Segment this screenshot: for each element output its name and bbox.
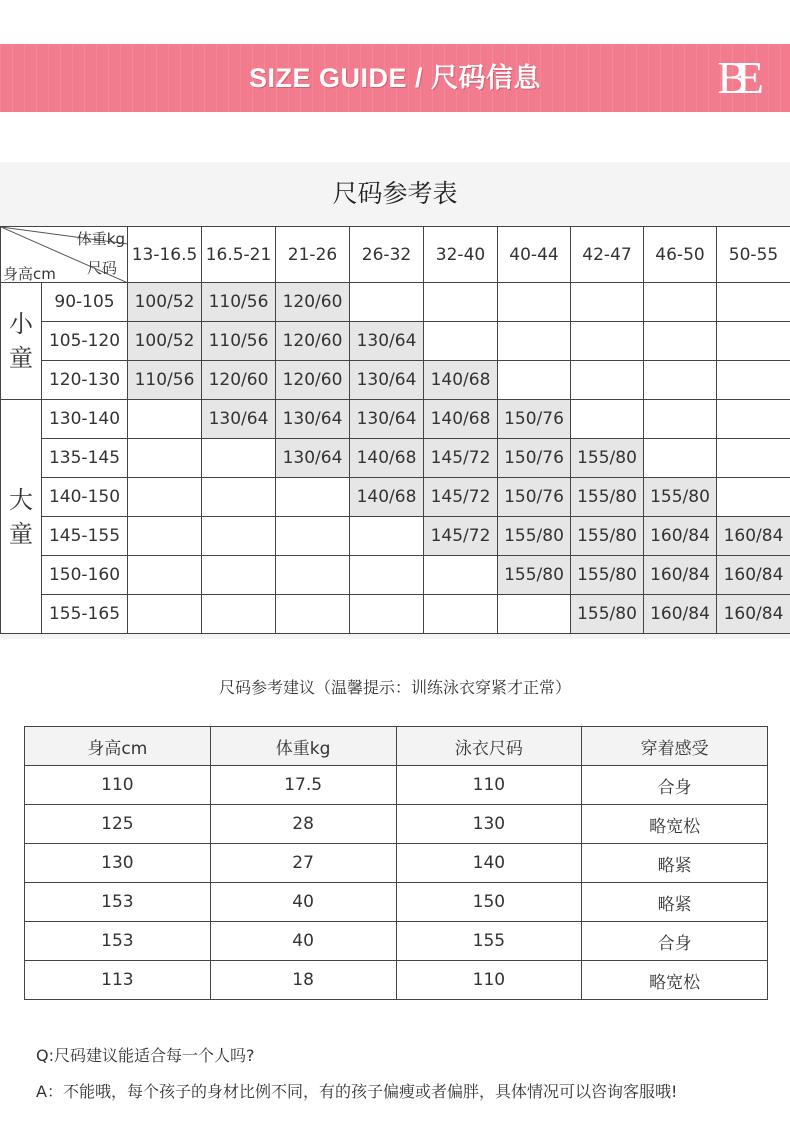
size-cell: [202, 517, 276, 556]
header-banner: [0, 44, 790, 112]
suggestion-cell: 27: [210, 844, 396, 883]
suggestion-cell: 153: [25, 883, 211, 922]
size-reference-section: [0, 162, 790, 639]
size-cell: [571, 400, 644, 439]
group-label-char: 童: [9, 344, 33, 372]
corner-weight-label: 体重kg: [76, 230, 125, 248]
table-row: [1, 283, 790, 322]
size-cell: [202, 595, 276, 634]
size-cell: [202, 556, 276, 595]
size-cell: [350, 283, 424, 322]
weight-range-header: 46-50: [644, 227, 717, 283]
suggestion-header-cell: 身高cm: [25, 727, 211, 766]
height-range-cell: 90-105: [42, 283, 128, 322]
size-cell: [128, 400, 202, 439]
table-row: [1, 517, 790, 556]
size-cell: 155/80: [571, 595, 644, 634]
suggestion-cell: 18: [210, 961, 396, 1000]
size-cell: 130/64: [350, 322, 424, 361]
suggestion-cell: 110: [396, 766, 582, 805]
size-cell: 160/84: [644, 556, 717, 595]
size-cell: 145/72: [424, 439, 498, 478]
table-row: [1, 439, 790, 478]
height-range-cell: 135-145: [42, 439, 128, 478]
size-cell: [571, 283, 644, 322]
size-cell: 145/72: [424, 478, 498, 517]
size-cell: [644, 361, 717, 400]
size-cell: 130/64: [350, 361, 424, 400]
size-cell: 140/68: [350, 439, 424, 478]
size-cell: [128, 556, 202, 595]
suggestion-row: [25, 961, 768, 1000]
reference-title: 尺码参考表: [332, 179, 458, 208]
size-cell: [717, 400, 790, 439]
weight-range-header: 40-44: [498, 227, 571, 283]
suggestion-row: [25, 844, 768, 883]
suggestion-cell: 150: [396, 883, 582, 922]
size-cell: 145/72: [424, 517, 498, 556]
size-cell: 120/60: [202, 361, 276, 400]
size-cell: 155/80: [644, 478, 717, 517]
size-cell: 100/52: [128, 283, 202, 322]
height-range-cell: 155-165: [42, 595, 128, 634]
table-row: [1, 322, 790, 361]
brand-logo: BE: [717, 52, 752, 103]
size-cell: [498, 361, 571, 400]
table-row: [1, 361, 790, 400]
size-cell: [498, 595, 571, 634]
height-range-cell: 150-160: [42, 556, 128, 595]
faq-question: Q:尺码建议能适合每一个人吗?: [36, 1046, 255, 1065]
size-cell: [350, 556, 424, 595]
size-cell: 120/60: [276, 361, 350, 400]
suggestion-cell: 40: [210, 883, 396, 922]
size-cell: [717, 361, 790, 400]
suggestion-title: 尺码参考建议（温馨提示：训练泳衣穿紧才正常）: [218, 678, 571, 697]
suggestion-cell: 130: [396, 805, 582, 844]
suggestion-row: [25, 922, 768, 961]
height-range-cell: 140-150: [42, 478, 128, 517]
header-row: [1, 227, 790, 283]
weight-range-header: 21-26: [276, 227, 350, 283]
suggestion-table: [24, 726, 768, 1000]
corner-cell: [1, 227, 128, 283]
size-cell: [276, 478, 350, 517]
suggestion-cell: 130: [25, 844, 211, 883]
size-cell: [202, 478, 276, 517]
size-cell: [571, 361, 644, 400]
size-cell: 160/84: [644, 595, 717, 634]
size-cell: [128, 478, 202, 517]
size-cell: [644, 283, 717, 322]
size-cell: [276, 556, 350, 595]
size-cell: 110/56: [202, 322, 276, 361]
size-cell: [424, 556, 498, 595]
size-cell: [276, 595, 350, 634]
size-cell: 130/64: [276, 400, 350, 439]
size-cell: [571, 322, 644, 361]
table-row: [1, 478, 790, 517]
suggestion-header-cell: 体重kg: [210, 727, 396, 766]
suggestion-cell: 113: [25, 961, 211, 1000]
page-title: SIZE GUIDE / 尺码信息: [248, 63, 542, 93]
size-cell: 155/80: [571, 439, 644, 478]
size-cell: 155/80: [571, 478, 644, 517]
size-cell: 140/68: [350, 478, 424, 517]
size-cell: [128, 595, 202, 634]
height-range-cell: 120-130: [42, 361, 128, 400]
size-cell: 140/68: [424, 361, 498, 400]
size-cell: [128, 439, 202, 478]
table-row: [1, 400, 790, 439]
size-cell: 155/80: [498, 517, 571, 556]
group-label: [1, 400, 42, 634]
group-label-char: 小: [9, 310, 33, 338]
size-cell: 155/80: [571, 517, 644, 556]
size-cell: [717, 322, 790, 361]
size-cell: 160/84: [717, 595, 790, 634]
size-cell: [717, 439, 790, 478]
weight-range-header: 16.5-21: [202, 227, 276, 283]
size-cell: 150/76: [498, 400, 571, 439]
size-cell: 150/76: [498, 478, 571, 517]
size-cell: [717, 478, 790, 517]
size-cell: [498, 283, 571, 322]
size-cell: [644, 439, 717, 478]
suggestion-cell: 28: [210, 805, 396, 844]
size-cell: [350, 517, 424, 556]
size-cell: 120/60: [276, 283, 350, 322]
size-cell: [424, 595, 498, 634]
weight-range-header: 50-55: [717, 227, 790, 283]
size-cell: 160/84: [644, 517, 717, 556]
size-cell: 120/60: [276, 322, 350, 361]
suggestion-header-cell: 穿着感受: [582, 727, 768, 766]
suggestion-cell: 153: [25, 922, 211, 961]
suggestion-row: [25, 805, 768, 844]
size-cell: [644, 400, 717, 439]
weight-range-header: 32-40: [424, 227, 498, 283]
suggestion-row: [25, 883, 768, 922]
size-cell: [717, 283, 790, 322]
size-cell: 130/64: [350, 400, 424, 439]
corner-size-label: 尺码: [86, 259, 117, 277]
size-cell: [498, 322, 571, 361]
group-label: [1, 283, 42, 400]
size-cell: 100/52: [128, 322, 202, 361]
suggestion-cell: 合身: [582, 922, 768, 961]
suggestion-row: [25, 766, 768, 805]
suggestion-cell: 140: [396, 844, 582, 883]
size-reference-table: [0, 226, 790, 634]
size-cell: 160/84: [717, 556, 790, 595]
suggestion-cell: 合身: [582, 766, 768, 805]
size-cell: 160/84: [717, 517, 790, 556]
size-cell: [276, 517, 350, 556]
height-range-cell: 105-120: [42, 322, 128, 361]
suggestion-cell: 110: [25, 766, 211, 805]
table-row: [1, 556, 790, 595]
size-cell: 155/80: [571, 556, 644, 595]
weight-range-header: 26-32: [350, 227, 424, 283]
suggestion-cell: 17.5: [210, 766, 396, 805]
suggestion-cell: 110: [396, 961, 582, 1000]
suggestion-cell: 40: [210, 922, 396, 961]
suggestion-header-cell: 泳衣尺码: [396, 727, 582, 766]
suggestion-cell: 125: [25, 805, 211, 844]
suggestion-cell: 略宽松: [582, 961, 768, 1000]
suggestion-cell: 略宽松: [582, 805, 768, 844]
size-cell: 130/64: [276, 439, 350, 478]
suggestion-cell: 155: [396, 922, 582, 961]
group-label-char: 童: [9, 519, 33, 548]
size-cell: 155/80: [498, 556, 571, 595]
size-cell: 110/56: [202, 283, 276, 322]
weight-range-header: 13-16.5: [128, 227, 202, 283]
faq-answer: A：不能哦，每个孩子的身材比例不同，有的孩子偏瘦或者偏胖，具体情况可以咨询客服哦!: [36, 1082, 678, 1101]
size-cell: 130/64: [202, 400, 276, 439]
corner-height-label: 身高cm: [3, 265, 56, 283]
size-cell: 140/68: [424, 400, 498, 439]
suggestion-cell: 略紧: [582, 844, 768, 883]
size-cell: 110/56: [128, 361, 202, 400]
size-cell: [424, 283, 498, 322]
height-range-cell: 145-155: [42, 517, 128, 556]
height-range-cell: 130-140: [42, 400, 128, 439]
size-cell: [424, 322, 498, 361]
size-cell: [128, 517, 202, 556]
size-cell: [202, 439, 276, 478]
table-row: [1, 595, 790, 634]
suggestion-cell: 略紧: [582, 883, 768, 922]
size-cell: 150/76: [498, 439, 571, 478]
suggestion-header-row: [25, 727, 768, 766]
size-cell: [644, 322, 717, 361]
group-label-char: 大: [9, 485, 33, 514]
size-cell: [350, 595, 424, 634]
weight-range-header: 42-47: [571, 227, 644, 283]
